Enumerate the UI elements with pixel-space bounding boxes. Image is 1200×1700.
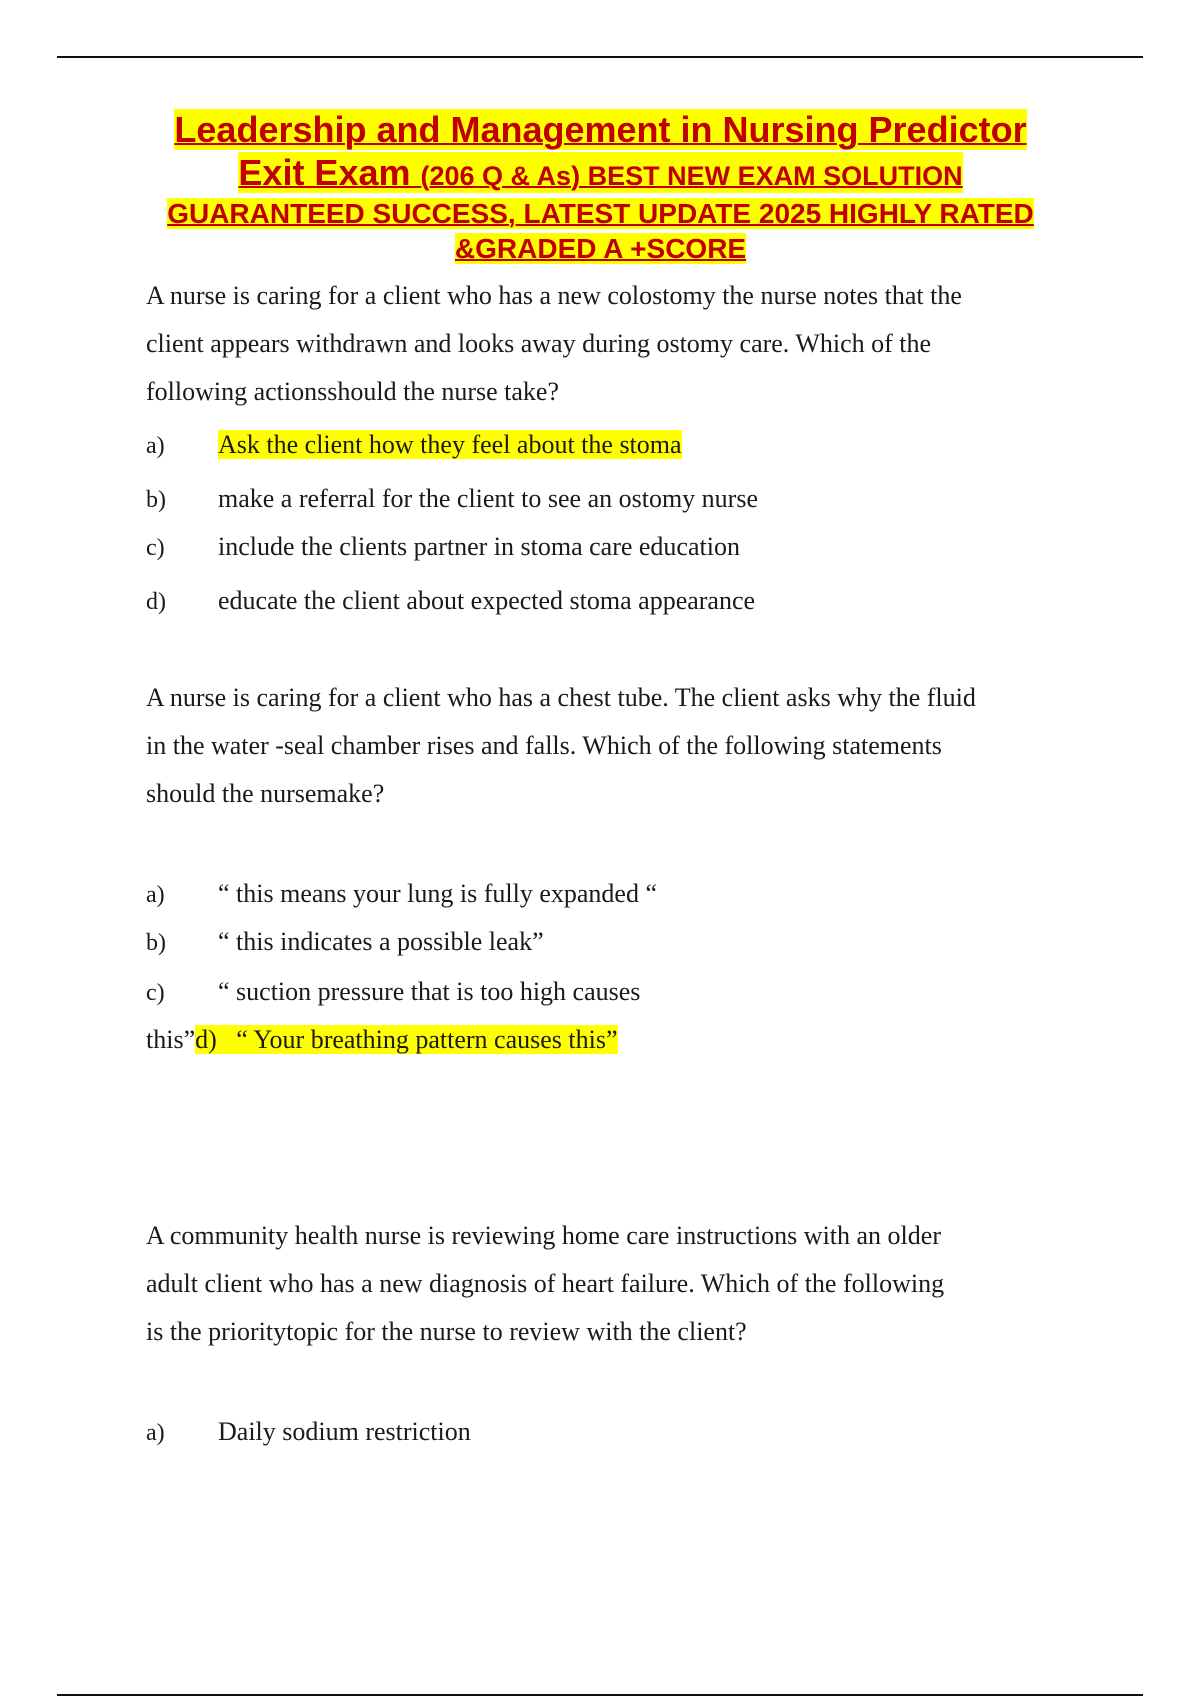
option-letter: b) [146,487,166,513]
question-2-option-b [146,925,544,960]
title-line-2-main: Exit Exam [238,152,411,193]
question-3-option-a [146,1415,471,1450]
question-1-option-a [146,428,682,463]
question-2-option-c [146,975,640,1010]
question-stem-line: should the nursemake? [146,779,385,808]
bottom-rule [57,1694,1143,1696]
question-stem-line: adult client who has a new diagnosis of heart failure. Which of the following [146,1269,945,1298]
option-letter: a) [146,433,165,459]
question-1-stem [146,272,1086,416]
question-stem-line: A community health nurse is reviewing home care instructions with an older [146,1221,941,1250]
option-text: “ this indicates a possible leak” [218,927,544,956]
question-stem-line: following actionsshould the nurse take? [146,377,560,406]
option-c-continuation: this” [146,1025,196,1054]
title-line-4: &GRADED A +SCORE [454,233,747,264]
option-letter: a) [146,882,165,908]
question-2-stem [146,674,1086,818]
option-text: Ask the client how they feel about the stoma [218,430,682,459]
option-letter: a) [146,1420,165,1446]
option-letter: c) [146,535,165,561]
option-text: include the clients partner in stoma care education [218,532,740,561]
option-text: educate the client about expected stoma appearance [218,586,756,615]
question-2-option-d-line [146,1023,618,1057]
option-text: “ Your breathing pattern causes this” [236,1025,618,1054]
option-text: make a referral for the client to see an ostomy nurse [218,484,758,513]
title-line-3: GUARANTEED SUCCESS, LATEST UPDATE 2025 HIGHLY RATED [167,198,1034,229]
title-line-1: Leadership and Management in Nursing Predictor [174,109,1027,150]
document-title [108,107,1093,266]
title-line-2-small: (206 Q & As) BEST NEW EXAM SOLUTION [420,161,963,191]
top-rule [57,56,1143,58]
title-line-2 [238,152,962,193]
question-1-option-c [146,530,740,565]
option-letter: b) [146,930,166,956]
question-1-option-d [146,584,755,619]
question-1-option-b [146,482,758,517]
option-text: Daily sodium restriction [218,1417,471,1446]
option-letter: d) [146,589,166,615]
option-letter: d) [195,1025,217,1054]
option-d-highlight [195,1025,617,1054]
option-text: “ suction pressure that is too high causes [218,977,641,1006]
question-3-stem [146,1212,1086,1356]
question-2-option-a [146,877,657,912]
question-stem-line: is the prioritytopic for the nurse to review with the client? [146,1317,747,1346]
question-stem-line: A nurse is caring for a client who has a new colostomy the nurse notes that the [146,281,962,310]
question-stem-line: in the water -seal chamber rises and falls. Which of the following statements [146,731,942,760]
question-stem-line: client appears withdrawn and looks away during ostomy care. Which of the [146,329,932,358]
option-letter: c) [146,980,165,1006]
option-text: “ this means your lung is fully expanded “ [218,879,658,908]
question-stem-line: A nurse is caring for a client who has a chest tube. The client asks why the fluid [146,683,976,712]
